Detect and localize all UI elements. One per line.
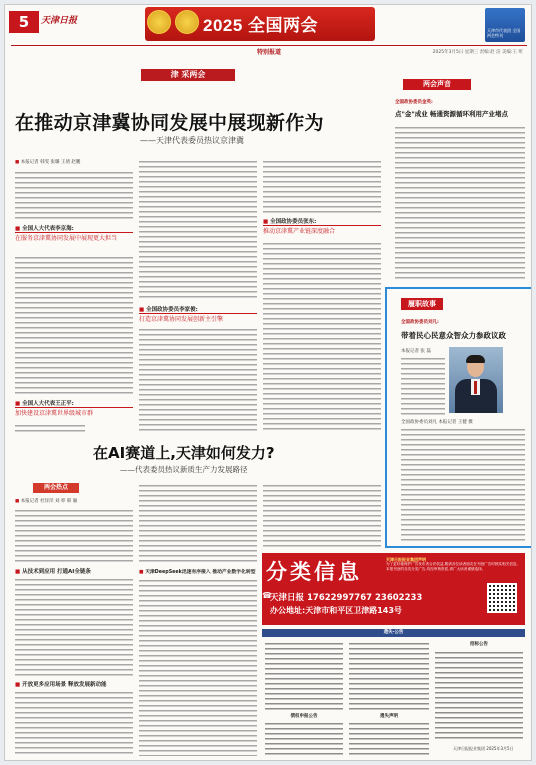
highlight-body xyxy=(401,427,525,541)
lead-body-col2b xyxy=(139,327,257,433)
ad-address-label: 办公地址: xyxy=(270,606,306,615)
notice-col3 xyxy=(435,650,523,742)
lead-subhead-2: ■ 全国政协委员李家俊: xyxy=(139,305,198,313)
second-subhead-2: ■ 天津DeepSeek迅速有序接入 推动产业数字化转型 xyxy=(139,568,256,575)
qr-code-icon xyxy=(487,583,517,613)
lead-body-col1a xyxy=(15,170,133,220)
second-tag: 两会热点 xyxy=(33,483,79,493)
ad-title: 分类信息 xyxy=(266,560,362,584)
ad-address-value: 天津市和平区卫津路143号 xyxy=(305,606,402,615)
sidebar-title: 点"金"成业 畅通资源循环利用产业堵点 xyxy=(395,110,509,118)
highlight-story-box xyxy=(385,287,532,548)
ad-address xyxy=(270,605,402,616)
ad-phone-label: 天津日报 xyxy=(270,593,305,603)
lead-subhead-3: ■ 全国政协委员张东: xyxy=(263,217,316,225)
notice-title-2: 遗失声明 xyxy=(380,714,398,719)
second-body-col2b xyxy=(139,578,257,756)
second-body-col1a xyxy=(15,508,133,564)
lead-byline: ■ 本报记者 韩雯 张璐 王倩 赵鹏 xyxy=(15,159,80,165)
second-subheadline: ——代表委员热议新质生产力发展路径 xyxy=(120,465,248,474)
page-number: 5 xyxy=(9,11,39,33)
banner-title: 2025 全国两会 xyxy=(203,16,319,35)
portrait-caption: 全国政协委员刘凡 本报记者 王健 摄 xyxy=(401,420,473,425)
corner-badge xyxy=(485,8,525,42)
second-body-col1b xyxy=(15,577,133,677)
corner-badge-text: 天津市代表团 全国两会特刊 xyxy=(487,28,521,38)
lead-body-col2a xyxy=(139,159,257,301)
notice-title-3: 债权申报公告 xyxy=(290,714,318,719)
lead-body-col3a xyxy=(263,159,381,213)
national-emblem-icon xyxy=(147,10,171,34)
lead-headline: 在推动京津冀协同发展中展现新作为 xyxy=(15,112,324,134)
notice-col1b xyxy=(265,721,343,755)
highlight-body-left xyxy=(401,356,445,416)
ad-bottom-note: 天津日报报业集团 2025年3月5日 xyxy=(453,746,514,751)
header-rule xyxy=(11,45,527,46)
ad-info-heading: 天津日报报业集团声明 xyxy=(386,557,426,562)
cppcc-emblem-icon xyxy=(175,10,199,34)
lead-kicker: 津 采两会 xyxy=(141,69,235,81)
ad-phone-number: 17622997767 23602233 xyxy=(306,593,423,603)
highlight-kicker: 全国政协委员刘凡: xyxy=(401,320,439,325)
edition-line: 2025年3月5日 星期三 责编:赵 洁 美编:王 昕 xyxy=(432,50,523,55)
highlight-tag: 履职故事 xyxy=(401,298,443,310)
section-label: 特别报道 xyxy=(243,47,295,56)
classified-ad xyxy=(262,553,525,625)
lead-quote-2: 打造京津冀协同发展创新主引擎 xyxy=(139,313,257,324)
lead-quote-1: 在服务京津冀协同发展中展现更大担当 xyxy=(15,232,133,243)
lead-subhead-1: ■ 全国人大代表李京海: xyxy=(15,224,74,232)
notice-title-1: 招标公告 xyxy=(470,642,488,647)
ad-info-text: 为了更好地保护广告发布者合法权益,敬请各位读者朋友在刊登广告时核实相关信息,本报刊登的各类分类广告,均经审核资质,请广大读者谨慎选择。 xyxy=(386,562,518,571)
masthead xyxy=(5,5,532,45)
newspaper-page xyxy=(4,4,532,761)
sidebar-section-label: 两会声音 xyxy=(403,79,471,90)
paper-name: 天津日报 xyxy=(41,16,78,26)
second-body-col3 xyxy=(263,483,381,547)
notice-col2 xyxy=(349,641,429,711)
sidebar-kicker: 全国政协委员金英: xyxy=(395,100,433,105)
second-subhead-3: ■ 开放更多应用场景 释放发展新动能 xyxy=(15,680,107,688)
lead-quote-3: 推动京津冀产业链深度融合 xyxy=(263,225,381,236)
second-byline: ■ 本报记者 杜洋洋 刘 梓 韩 颖 xyxy=(15,498,77,504)
sidebar-body xyxy=(395,125,525,281)
second-headline: 在AI赛道上,天津如何发力? xyxy=(93,444,275,462)
highlight-byline: 本报记者 张 磊 xyxy=(401,349,431,354)
second-subhead-1: ■ 从技术到应用 打通AI全链条 xyxy=(15,567,91,575)
portrait-photo xyxy=(449,347,503,413)
notice-col2b xyxy=(349,721,429,755)
lead-quote-4: 加快建设京津冀世界级城市群 xyxy=(15,407,133,418)
notice-col1 xyxy=(265,641,343,711)
second-body-col1c xyxy=(15,690,133,756)
second-body-col2a xyxy=(139,483,257,565)
lead-subhead-4: ■ 全国人大代表王正平: xyxy=(15,399,74,407)
lead-body-col3b xyxy=(263,241,381,433)
ad-phone xyxy=(270,591,422,603)
lead-body-col1b xyxy=(15,255,133,395)
notice-bar: 遗失·公告 xyxy=(262,629,525,637)
lead-body-col1c xyxy=(15,423,85,435)
phone-icon: ☎ xyxy=(262,591,272,600)
lead-subheadline: ——天津代表委员热议京津冀 xyxy=(140,136,244,145)
highlight-title: 带着民心民意众智众力参政议政 xyxy=(401,331,506,340)
